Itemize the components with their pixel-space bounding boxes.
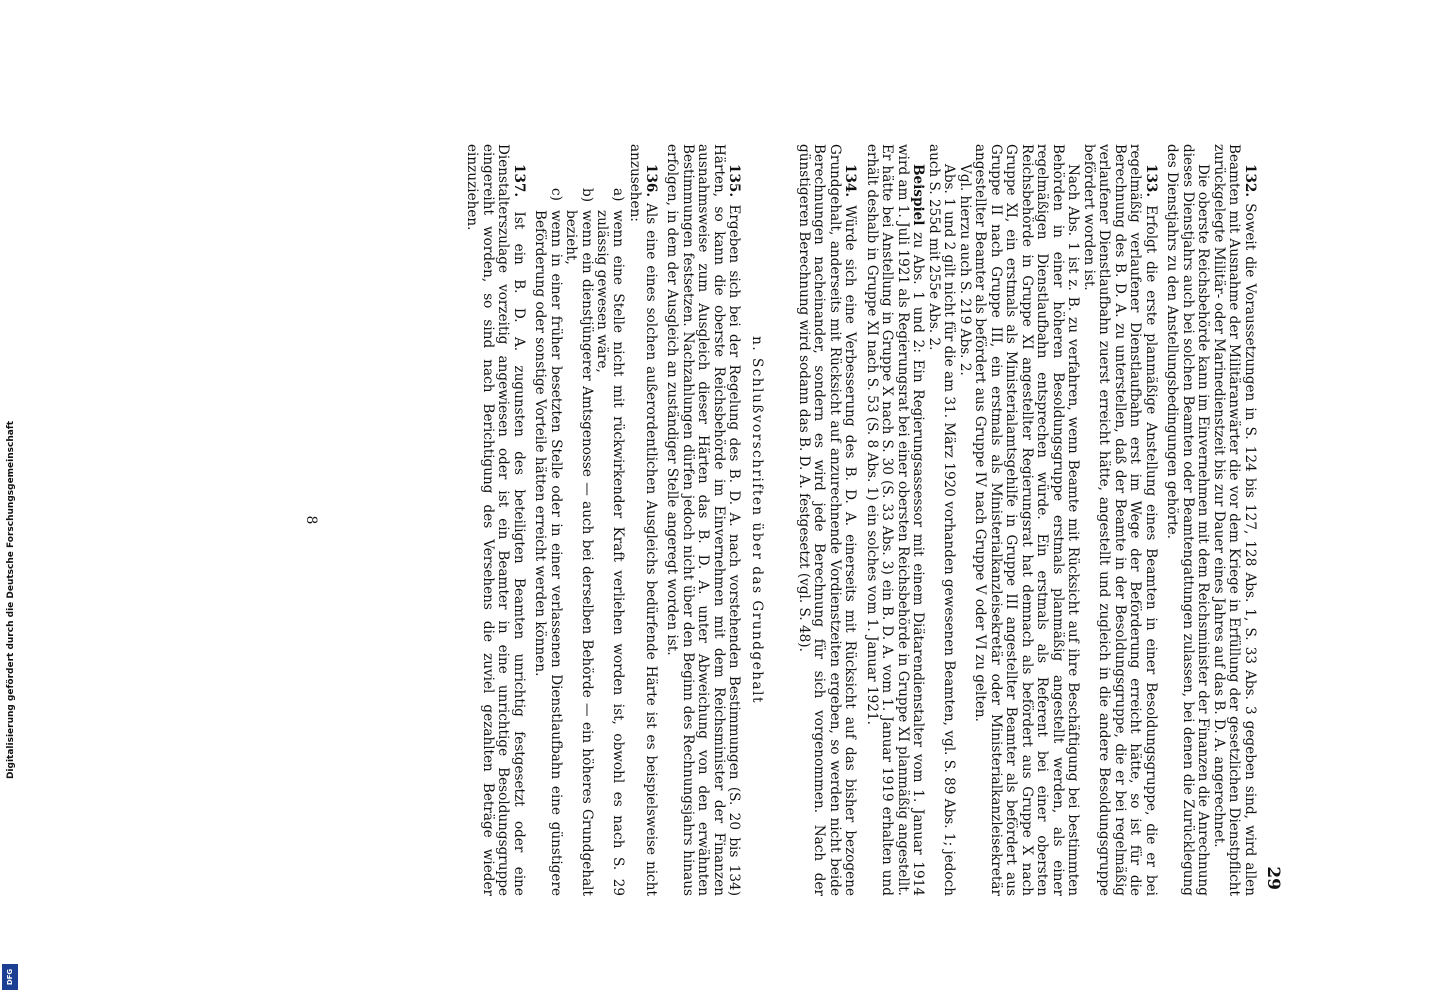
paragraph-number: 133.: [1143, 164, 1159, 198]
paragraph-137-body: [464, 144, 526, 896]
paragraph-number: 135.: [726, 164, 743, 198]
dfg-logo-text: DFG: [6, 968, 14, 986]
paragraph-number: 134.: [842, 164, 859, 198]
paragraph-136-list: [532, 188, 625, 896]
section-subheading: n. Schlußvorschriften über das Grundgehalt: [749, 336, 766, 704]
paragraph-133-example: [864, 144, 926, 896]
list-item-text: wenn ein dienstjüngerer Amtsgenosse — auch bei derselben Behörde — ein höheres Grundgehalt bezieht,: [563, 210, 595, 896]
paragraph-136: [532, 144, 658, 896]
list-item-marker: c): [548, 188, 564, 201]
paragraph-text: Soweit die Voraussetzungen in S. 124 bis 127, 128 Abs. 1, S. 33 Abs. 3 gegeben sind, wird allen Beamten mit Ausnahme der Militäranwärter die vor dem Kriege in Erfüllung der gesetzlichen Dienstpflicht zurückgelegte Militär- oder Marinedienstzeit bis zur Dauer eines Jahres auf das B. D. A. angerechnet.: [1211, 144, 1258, 896]
paragraph-137: [464, 144, 526, 896]
example-text: zu Abs. 1 und 2: Ein Regierungsassessor mit einem Diätarendienstalter vom 1. Januar 1914 wird am 1. Juli 1921 als Regierungsrat bei einer obersten Reichsbehörde in Gruppe XI planmäßig angestellt. Er hätte bei Anstellung in Gruppe X nach S. 30 (S. 33 Abs. 3) ein B. D. A. vom 1. Januar 1919 erhalten und erhält deshalb in Gruppe XI nach S. 53 (S. 8 Abs. 1) ein solches vom 1. Januar 1921.: [864, 144, 927, 896]
paragraph-text: Erfolgt die erste planmäßige Anstellung eines Beamten in einer Besoldungsgruppe, die er bei regelmäßig verlaufener Dienstlaufbahn erst im Wege der Beförderung erreicht hätte, so ist für die Berechnung des B. D. A. zu unterstellen, daß der Beamte in der Besoldungsgruppe, die er bei regelmäßig verlaufener Dienstlaufbahn zuerst erreicht hätte, angestellt und zugleich in die andere Besoldungsgruppe befördert worden ist.: [1081, 144, 1159, 896]
paragraph-number: 136.: [643, 164, 659, 198]
paragraph-number: 137.: [511, 164, 527, 198]
list-item-text: wenn eine Stelle nicht mit rückwirkender Kraft verliehen worden ist, obwohl es nach S. 29 zulässig gewesen wäre,: [594, 210, 626, 896]
scanned-page: [295, 140, 1285, 900]
page-header: [1257, 144, 1285, 896]
paragraph-134: [796, 144, 858, 896]
paragraph-text: Ergeben sich bei der Regelung des B. D. A. nach vorstehenden Bestimmungen (S. 20 bis 134) Härten, so kann die oberste Reichsbehörde im Einvernehmen mit dem Reichsminister der Finanzen ausnahmsweise zum Ausgleich dieser Härten das B. D. A. unter Abweichung von den erwähnten Bestimmungen festsetzen. Nachzahlungen dürfen jedoch nicht über den Beginn des Rechnungsjahrs hinaus erfolgen, in dem der Ausgleich an zuständiger Stelle angeregt worden ist.: [664, 144, 743, 896]
dfg-logo: [2, 964, 18, 990]
list-item: [532, 188, 563, 896]
section-gap: [768, 144, 790, 896]
list-item-marker: b): [579, 188, 595, 203]
paragraph-132: [1164, 144, 1257, 896]
list-item-text: wenn in einer früher besetzten Stelle oder in einer verlassenen Dienstlaufbahn eine günstigere Beförderung oder sonstige Vorteile hätten erreicht werden können.: [532, 210, 564, 896]
list-item: [594, 188, 625, 896]
paragraph-number: 132.: [1242, 164, 1258, 198]
paragraph-135-body: [664, 144, 742, 896]
list-item-marker: a): [610, 188, 626, 202]
paragraph-133-note: Abs. 1 und 2 gilt nicht für die am 31. März 1920 vorhanden gewesenen Beamten, vgl. S. 89 Abs. 1; jedoch auch S. 255d mit 255e Abs. 2.: [926, 144, 958, 896]
paragraph-text: Als eine eines solchen außerordentlichen Ausgleichs bedürfende Härte ist es beispielsweise nicht anzusehen:: [627, 144, 659, 896]
list-item: [563, 188, 594, 896]
paragraph-136-body: [627, 144, 658, 896]
paragraph-133-reference: Vgl. hierzu auch S. 219 Abs. 2.: [957, 164, 973, 376]
paragraph-133: [864, 144, 1159, 896]
paragraph-133-continuation: Nach Abs. 1 ist z. B. zu verfahren, wenn Beamte mit Rücksicht auf ihre Beschäftigung bei bestimmten Behörden in einer höheren Besoldungsgruppe erstmals planmäßig angestellt werden, als einer regelmäßigen Dienstlaufbahn entsprechen würde. Ein erstmals als Referent bei einer obersten Reichsbehörde in Gruppe XI angestellter Regierungsrat hat demnach als befördert aus Gruppe X nach Gruppe XI, ein erstmals als Ministerialamtsgehilfe in Gruppe III angestellter Beamter als befördert aus Gruppe II nach Gruppe III, ein erstmals als Ministerialkanzleisekretär oder Ministerialkanzleisekretär angestellter Beamter als befördert aus Gruppe IV nach Gruppe V oder VI zu gelten.: [972, 144, 1082, 896]
paragraph-text: Würde sich eine Verbesserung des B. D. A. einerseits mit Rücksicht auf das bisher bezogene Grundgehalt, anderseits mit Rücksicht auf anzurechnende Vordienstzeiten ergeben, so werden nicht beide Berechnungen nacheinander, sondern es wird jede Berechnung für sich vorgenommen. Nach der günstigeren Berechnung wird sodann das B. D. A. festgesetzt (vgl. S. 48).: [796, 144, 859, 896]
paragraph-text: Ist ein B. D. A. zugunsten des beteiligten Beamten unrichtig festgesetzt oder eine Dienstalterszulage vorzeitig angewiesen oder ist ein Beamter in eine unrichtige Besoldungsgruppe eingereiht worden, so sind nach Berichtigung des Versehens die zuviel gezahlten Beträge wieder einzuziehen.: [464, 144, 527, 896]
example-label: Beispiel: [910, 164, 927, 226]
scan-credit-strip: [0, 0, 22, 1000]
paragraph-132-continuation: Die oberste Reichsbehörde kann im Einvernehmen mit dem Reichsminister der Finanzen die Anrechnung dieses Dienstjahrs auch bei solchen Beamten oder Beamtengattungen zulassen, bei denen die Zurücklegung des Dienstjahrs zu den Anstellungsbedingungen gehörte.: [1164, 144, 1212, 896]
paragraph-135: [664, 144, 742, 896]
paragraph-132-body: [1211, 144, 1258, 896]
digitization-credit: Digitalisierung gefördert durch die Deutsche Forschungsgemeinschaft: [6, 420, 16, 780]
paragraph-134-body: [796, 144, 858, 896]
paragraph-133-body: [1081, 144, 1159, 896]
page-number: 29: [1263, 866, 1283, 890]
footer-page-number: 8: [303, 515, 319, 525]
